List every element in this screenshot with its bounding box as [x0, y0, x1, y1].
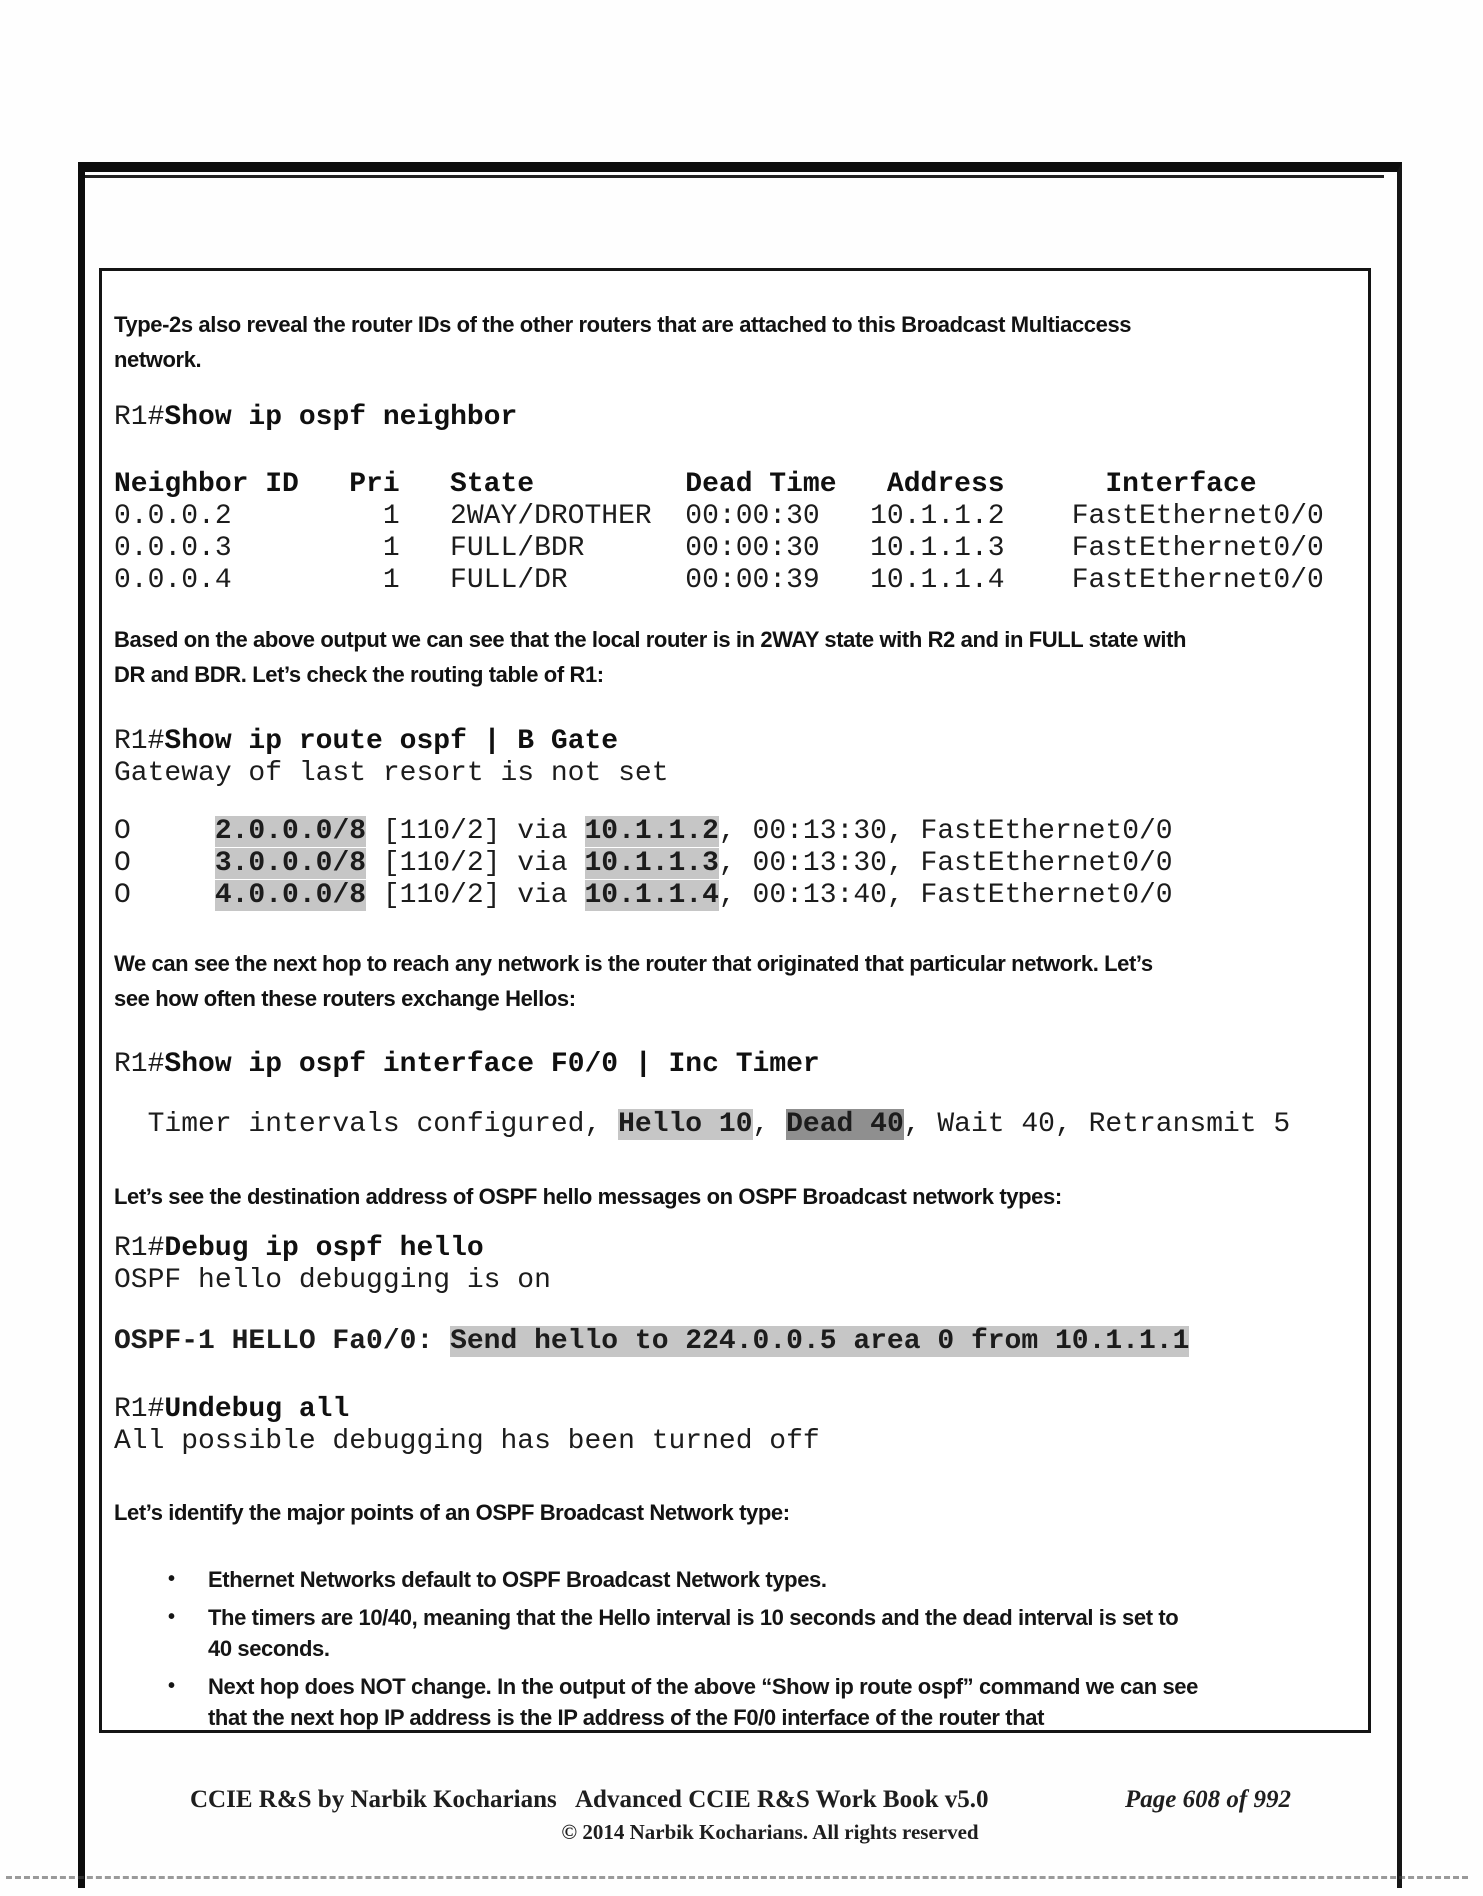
- footer-author: CCIE R&S by Narbik Kocharians: [190, 1786, 557, 1813]
- footer-page-number: Page 608 of 992: [1125, 1786, 1291, 1813]
- bullet-icon: •: [168, 1568, 176, 1590]
- send-hello-highlight: Send hello to 224.0.0.5 area 0 from 10.1.1.1: [450, 1326, 1190, 1357]
- cli-command: Undebug all: [164, 1394, 350, 1425]
- cli-output: Gateway of last resort is not set: [114, 758, 669, 789]
- command-show-ip-ospf-neighbor: [114, 402, 1352, 434]
- route-network-highlight: 3.0.0.0/8: [214, 848, 367, 879]
- list-item: [114, 1564, 1352, 1595]
- intro-paragraph: [114, 307, 1352, 377]
- route-network-highlight: 2.0.0.0/8: [214, 816, 367, 847]
- cli-command: Show ip ospf interface F0/0 | Inc Timer: [164, 1049, 820, 1080]
- based-on-paragraph: [114, 622, 1352, 692]
- destination-paragraph: [114, 1179, 1352, 1214]
- bullet-icon: •: [168, 1606, 176, 1628]
- route-via-highlight: 10.1.1.2: [584, 816, 719, 847]
- ospf-hello-debug-line: [114, 1326, 1352, 1358]
- text-line: Next hop does NOT change. In the output of the above “Show ip route ospf” command we can see: [208, 1674, 1198, 1699]
- timer-intervals-line: Timer intervals configured, Hello 10, Dead 40, Wait 40, Retransmit 5: [114, 1109, 1291, 1140]
- cli-output: OSPF hello debugging is on: [114, 1265, 551, 1296]
- next-hop-paragraph: [114, 946, 1352, 1016]
- route-line: O 2.0.0.0/8 [110/2] via 10.1.1.2, 00:13:30, FastEthernet0/0: [114, 816, 1173, 847]
- text-line: Ethernet Networks default to OSPF Broadcast Network types.: [208, 1567, 827, 1592]
- text-line: DR and BDR. Let’s check the routing table of R1:: [114, 662, 604, 687]
- cli-prompt: R1#: [114, 1233, 165, 1264]
- list-item: [114, 1602, 1352, 1664]
- command-debug-ip-ospf-hello: [114, 1233, 1352, 1297]
- text-line: see how often these routers exchange Hellos:: [114, 986, 576, 1011]
- page-footer: [78, 1786, 1390, 1866]
- cli-prompt: R1#: [114, 726, 165, 757]
- ospf-route-list: [114, 816, 1352, 912]
- major-points-paragraph: [114, 1495, 1352, 1530]
- text-line: network.: [114, 347, 202, 372]
- scan-artifact-top-line: [85, 175, 1384, 178]
- footer-book-title: Advanced CCIE R&S Work Book v5.0: [575, 1786, 989, 1813]
- route-line: O 4.0.0.0/8 [110/2] via 10.1.1.4, 00:13:40, FastEthernet0/0: [114, 880, 1173, 911]
- text-line: We can see the next hop to reach any network is the router that originated that particular network. Let’s: [114, 951, 1153, 976]
- cli-prompt: R1#: [114, 1049, 165, 1080]
- cli-command: Debug ip ospf hello: [164, 1233, 484, 1264]
- cli-prompt: R1#: [114, 402, 165, 433]
- text-line: Let’s see the destination address of OSPF hello messages on OSPF Broadcast network types:: [114, 1184, 1062, 1209]
- bullet-icon: •: [168, 1675, 176, 1697]
- route-network-highlight: 4.0.0.0/8: [214, 880, 367, 911]
- table-header: Neighbor ID Pri State Dead Time Address Interface: [114, 469, 1257, 500]
- route-via-highlight: 10.1.1.4: [584, 880, 719, 911]
- cli-prompt: R1#: [114, 1394, 165, 1425]
- content-box: [99, 268, 1371, 1733]
- table-row: 0.0.0.2 1 2WAY/DROTHER 00:00:30 10.1.1.2 FastEthernet0/0: [114, 501, 1324, 532]
- hello-timer-highlight: Hello 10: [618, 1109, 753, 1140]
- command-show-ip-route-ospf: [114, 726, 1352, 790]
- footer-copyright: © 2014 Narbik Kocharians. All rights reserved: [561, 1820, 979, 1844]
- cli-command: Show ip route ospf | B Gate: [164, 726, 619, 757]
- text-line: The timers are 10/40, meaning that the Hello interval is 10 seconds and the dead interval is set to: [208, 1605, 1179, 1630]
- dead-timer-highlight: Dead 40: [786, 1109, 904, 1140]
- text-line: that the next hop IP address is the IP address of the F0/0 interface of the router that: [208, 1705, 1045, 1730]
- scan-artifact-dashed-line: [6, 1876, 1468, 1879]
- table-row: 0.0.0.4 1 FULL/DR 00:00:39 10.1.1.4 FastEthernet0/0: [114, 565, 1324, 596]
- text-line: 40 seconds.: [208, 1636, 330, 1661]
- hello-label: OSPF-1 HELLO Fa0/0:: [114, 1326, 451, 1357]
- command-show-ip-ospf-interface: [114, 1049, 1352, 1081]
- text-line: Let’s identify the major points of an OSPF Broadcast Network type:: [114, 1500, 790, 1525]
- text-line: Based on the above output we can see that the local router is in 2WAY state with R2 and in FULL state with: [114, 627, 1187, 652]
- route-via-highlight: 10.1.1.3: [584, 848, 719, 879]
- cli-command: Show ip ospf neighbor: [164, 402, 518, 433]
- text-line: Type-2s also reveal the router IDs of the other routers that are attached to this Broadcast Multiaccess: [114, 312, 1132, 337]
- command-undebug-all: [114, 1394, 1352, 1458]
- route-line: O 3.0.0.0/8 [110/2] via 10.1.1.3, 00:13:30, FastEthernet0/0: [114, 848, 1173, 879]
- cli-output: All possible debugging has been turned off: [114, 1426, 820, 1457]
- list-item: [114, 1671, 1352, 1733]
- bullet-list: [114, 1564, 1352, 1733]
- ospf-neighbor-table: [114, 469, 1352, 597]
- table-row: 0.0.0.3 1 FULL/BDR 00:00:30 10.1.1.3 FastEthernet0/0: [114, 533, 1324, 564]
